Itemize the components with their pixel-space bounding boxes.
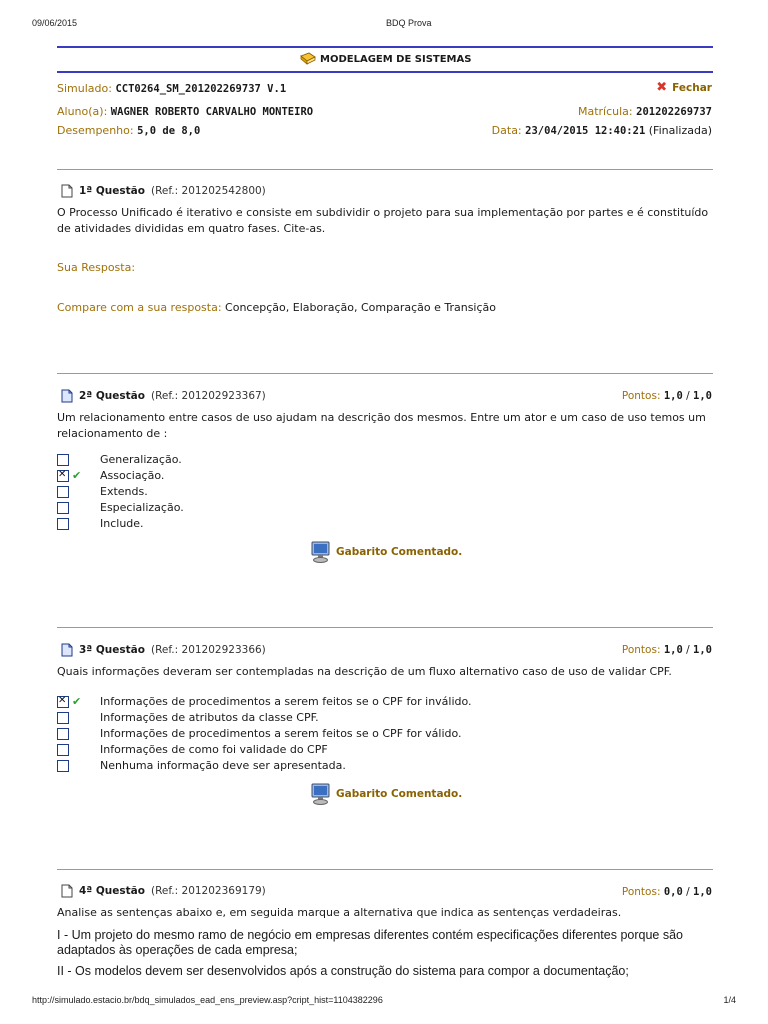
page-icon — [61, 389, 73, 403]
q3-ref: (Ref.: 201202923366) — [150, 644, 266, 656]
print-title: BDQ Prova — [386, 18, 432, 28]
monitor-icon — [310, 540, 332, 564]
q3-header — [61, 643, 266, 657]
page-icon — [61, 884, 73, 898]
q1-header — [61, 184, 266, 198]
aluno-value: WAGNER ROBERTO CARVALHO MONTEIRO — [110, 106, 314, 118]
close-icon: ✖ — [656, 80, 668, 95]
q3-number: 3ª Questão — [79, 644, 145, 656]
simulado-label: Simulado: — [57, 82, 112, 95]
q2-ref: (Ref.: 201202923367) — [150, 390, 266, 402]
q4-text: Analise as sentenças abaixo e, em seguida marque a alternativa que indica as sentenças verdadeiras. — [57, 906, 622, 919]
print-date: 09/06/2015 — [32, 18, 78, 28]
q3-option[interactable]: Informações de como foi validade do CPF — [57, 742, 69, 757]
simulado-row — [57, 82, 286, 95]
q1-ref: (Ref.: 201202542800) — [150, 185, 266, 197]
q2-option[interactable]: Include. — [57, 516, 69, 531]
divider — [57, 869, 713, 870]
checkbox[interactable] — [57, 502, 69, 514]
page-icon — [61, 643, 73, 657]
q4-number: 4ª Questão — [79, 885, 145, 897]
checkbox[interactable] — [57, 486, 69, 498]
checkbox[interactable] — [57, 454, 69, 466]
data-status: (Finalizada) — [648, 124, 712, 137]
checkbox[interactable] — [57, 712, 69, 724]
q3-option[interactable]: Nenhuma informação deve ser apresentada. — [57, 758, 69, 773]
checkbox[interactable] — [57, 744, 69, 756]
checkbox-checked[interactable] — [57, 470, 69, 482]
q3-option[interactable]: Informações de procedimentos a serem feitos se o CPF for válido. — [57, 726, 69, 741]
checkbox[interactable] — [57, 728, 69, 740]
q2-pontos: Pontos: 1,0 / 1,0 — [621, 390, 712, 402]
monitor-icon — [310, 782, 332, 806]
q3-option[interactable]: ✕ ✔ Informações de procedimentos a serem feitos se o CPF for inválido. — [57, 694, 84, 709]
q1-compare-label: Compare com a sua resposta: — [57, 301, 222, 314]
check-icon: ✔ — [72, 695, 82, 708]
matricula-row — [578, 105, 712, 118]
simulado-value: CCT0264_SM_201202269737 V.1 — [115, 83, 287, 95]
check-icon: ✔ — [72, 469, 82, 482]
q2-gabarito-link[interactable]: Gabarito Comentado. — [310, 540, 462, 564]
q4-pontos: Pontos: 0,0 / 1,0 — [621, 886, 712, 898]
matricula-label: Matrícula: — [577, 105, 633, 118]
desempenho-value: 5,0 de 8,0 — [137, 125, 201, 137]
q2-option[interactable]: Especialização. — [57, 500, 69, 515]
desempenho-row — [57, 124, 200, 137]
q3-pontos: Pontos: 1,0 / 1,0 — [621, 644, 712, 656]
q2-option[interactable]: Generalização. — [57, 452, 69, 467]
q1-compare-row — [57, 301, 496, 314]
q2-option[interactable]: ✕ ✔ Associação. — [57, 468, 84, 483]
q3-option[interactable]: Informações de atributos da classe CPF. — [57, 710, 69, 725]
q4-sentence-1: I - Um projeto do mesmo ramo de negócio em empresas diferentes contém especificações diferentes porque são adaptados às operações de cada empresa; — [57, 928, 684, 957]
divider — [57, 169, 713, 170]
data-value: 23/04/2015 12:40:21 — [525, 125, 646, 137]
aluno-row — [57, 105, 313, 118]
q1-resposta-label: Sua Resposta: — [57, 261, 136, 274]
q4-sentence-2: II - Os modelos devem ser desenvolvidos após a construção do sistema para compor a documentação; — [57, 964, 629, 978]
divider — [57, 627, 713, 628]
book-icon — [300, 52, 316, 66]
q3-text: Quais informações deveram ser contempladas na descrição de um fluxo alternativo caso de uso de validar CPF. — [57, 665, 672, 678]
q2-text: Um relacionamento entre casos de uso ajudam na descrição dos mesmos. Entre um ator e um caso de uso temos um relacionamento de : — [57, 411, 706, 440]
matricula-value: 201202269737 — [636, 106, 712, 118]
q1-compare-value: Concepção, Elaboração, Comparação e Transição — [225, 301, 497, 314]
page-icon — [61, 184, 73, 198]
q1-number: 1ª Questão — [79, 185, 145, 197]
data-row — [492, 124, 712, 137]
checkbox-checked[interactable] — [57, 696, 69, 708]
fechar-button[interactable]: ✖ Fechar — [656, 80, 712, 95]
title-top-rule — [57, 46, 713, 48]
q4-header — [61, 884, 266, 898]
q2-header — [61, 389, 266, 403]
print-page: 1/4 — [723, 995, 736, 1005]
print-url: http://simulado.estacio.br/bdq_simulados_ead_ens_preview.asp?cript_hist=1104382296 — [32, 995, 383, 1005]
q1-text: O Processo Unificado é iterativo e consiste em subdividir o projeto para sua implementação por partes e é constituído de atividades divididas em quatro fases. Cite-as. — [57, 206, 709, 235]
q2-option[interactable]: Extends. — [57, 484, 69, 499]
divider — [57, 373, 713, 374]
q3-gabarito-link[interactable]: Gabarito Comentado. — [310, 782, 462, 806]
checkbox[interactable] — [57, 518, 69, 530]
q4-ref: (Ref.: 201202369179) — [150, 885, 266, 897]
data-label: Data: — [491, 124, 522, 137]
page-title: MODELAGEM DE SISTEMAS — [300, 52, 471, 66]
checkbox[interactable] — [57, 760, 69, 772]
desempenho-label: Desempenho: — [57, 124, 134, 137]
q2-number: 2ª Questão — [79, 390, 145, 402]
aluno-label: Aluno(a): — [57, 105, 108, 118]
title-bottom-rule — [57, 71, 713, 73]
